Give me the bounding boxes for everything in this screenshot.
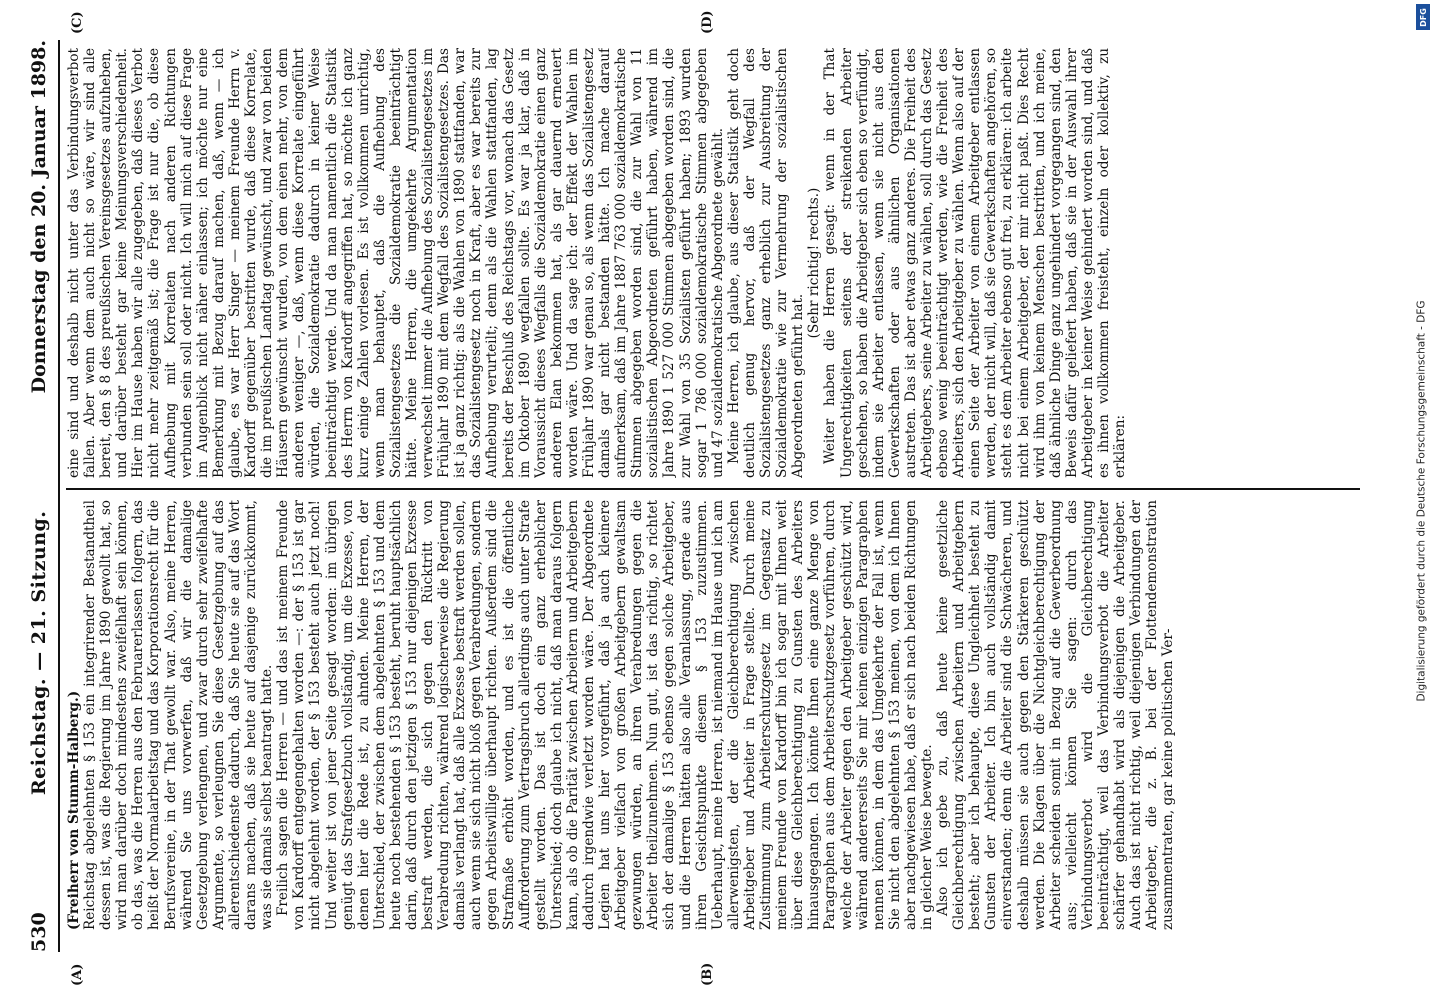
margin-marker-c: (C) (70, 11, 85, 34)
column-divider (66, 488, 1360, 490)
header-rule (58, 40, 60, 952)
margin-marker-b: (B) (700, 962, 715, 986)
paragraph: Freilich sagen die Herren — und das ist meinem Freunde von Kardorff entgegengehalten worden —: der § 153 ist gar nicht abgelehnt worden, der § 153 besteht auch jetzt noch! Und weiter ist von jener Seite gesagt worden: im übrigen genügt das Strafgesetzbuch vollständig, um die Exzesse, von denen hier die Rede ist, zu ahnden. Meine Herren, der Unterschied, der zwischen dem abgelehnten § 153 und dem heute noch bestehenden § 153 besteht, beruht hauptsächlich darin, daß durch den jetzigen § 153 nur diejenigen Exzesse bestraft werden, die sich gegen den Rücktritt von Verabredung richten, während logischerweise die Regierung damals verlangt hat, daß alle Exzesse bestraft werden sollen, auch wenn sie sich nicht bloß gegen Verabredungen, sondern gegen Arbeitswillige überhaupt richten. Außerdem sind die Strafmaße erhöht worden, und es ist die öffentliche Aufforderung zum Vertragsbruch allerdings auch unter Strafe gestellt worden. Das ist doch ein ganz erheblicher Unterschied; doch glaube ich nicht, daß man daraus folgern kann, als ob die Parität zwischen Arbeitern und Arbeitgebern dadurch irgendwie verletzt worden wäre. Der Abgeordnete Legien hat uns hier vorgeführt, daß ja auch kleinere Arbeitgeber vielfach von großen Arbeitgebern gewaltsam gezwungen würden, an ihren Verabredungen gegen die Arbeiter theilzunehmen. Nun gut, ist das richtig, so richtet sich der damalige § 153 ebenso gegen solche Arbeitgeber, und die Herren hätten also alle Veranlassung, gerade aus ihren Gesichtspunkte diesem § 153 zuzustimmen. Ueberhaupt, meine Herren, ist niemand im Hause und ich am allerwenigsten, der die Gleichberechtigung zwischen Arbeitgeber und Arbeiter in Frage stellte. Durch meine Zustimmung zum Arbeiterschutzgesetz im Gegensatz zu meinem Freunde von Kardorff bin ich sogar mit Ihnen weit über diese Gleichberechtigung zu Gunsten des Arbeiters hinausgegangen. Ich könnte Ihnen eine ganze Menge von Paragraphen aus dem Arbeiterschutzgesetz vorführen, durch welche der Arbeiter gegen den Arbeitgeber geschützt wird, während andererseits Sie mir keinen einzigen Paragraphen nennen können, in dem das Umgekehrte der Fall ist, wenn Sie nicht den abgelehnten § 153 meinen, von dem ich Ihnen aber nachgewiesen habe, daß er sich nach beiden Richtungen in gleicher Weise bewegte. (275, 500, 935, 930)
digitization-credit (1414, 6, 1430, 996)
paragraph: Also ich gebe zu, daß heute keine gesetzliche Gleichberechtigung zwischen Arbeitern und Arbeitgebern besteht; aber ich behaupte, diese Ungleichheit besteht zu Gunsten der Arbeiter. Ich bin auch vollständig damit einverstanden; denn die Arbeiter sind die Schwächeren, und deshalb müssen sie auch gegen den Stärkeren geschützt werden. Die Klagen über die Nichtgleichberechtigung der Arbeiter scheiden somit in Bezug auf die Gewerbeordnung aus; vielleicht können Sie sagen: durch das Verbindungsverbot wird die Gleichberechtigung beeinträchtigt, weil das Verbindungsverbot die Arbeiter schärfer gehandhabt wird als diejenigen die Arbeitgeber. Auch das ist nicht richtig, weil diejenigen Verbindungen der Arbeitgeber, die z. B. bei der Flottendemonstration zusammentraten, gar keine politischen Ver- (935, 500, 1177, 930)
paragraph: Meine Herren, ich glaube, aus dieser Statistik geht doch deutlich genug hervor, daß der Wegfall des Sozialistengesetzes ganz erheblich zur Ausbreitung der Sozialdemokratie wie zur Vermehrung der sozialistischen Abgeordneten geführt hat. (725, 48, 807, 478)
margin-marker-a: (A) (70, 963, 85, 986)
margin-marker-d: (D) (700, 10, 715, 34)
left-text-column (66, 500, 1360, 930)
right-text-column (66, 48, 1360, 478)
interjection: (Sehr richtig! rechts.) (806, 187, 823, 339)
session-date: Donnerstag den 20. Januar 1898. (28, 40, 50, 394)
paragraph: eine sind und deshalb nicht unter das Verbindungsverbot fallen. Aber wenn dem auch nicht so wäre, wir sind alle bereit, den § 8 des preußischen Vereinsgesetzes aufzuheben, und darüber besteht gar keine Meinungsverschiedenheit. Hier im Hause haben wir alle zugegeben, daß dieses Verbot nicht mehr zeitgemäß ist; die Frage ist nur die, ob diese Aufhebung mit Korrelaten nach anderen Richtungen verbunden sein soll oder nicht. Ich will mich auf diese Frage im Augenblick nicht näher einlassen; ich möchte nur eine Bemerkung mit Bezug darauf machen, daß, wenn — ich glaube, es war Herr Singer — meinem Freunde Herrn v. Kardorff gegenüber bestritten wurde, daß diese Korrelate, die im preußischen Landtag gewünscht, und zwar von beiden Häusern gewünscht wurden, von dem einen mehr, von dem anderen weniger —, daß, wenn diese Korrelate eingeführt würden, die Sozialdemokratie dadurch in keiner Weise beeinträchtigt werde. Und da man namentlich die Statistik des Herrn von Kardorff angegriffen hat, so möchte ich ganz kurz einige Zahlen vorlesen. Es ist vollkommen unrichtig, wenn man behauptet, daß die Aufhebung des Sozialistengesetzes die Sozialdemokratie beeinträchtigt hätte. Meine Herren, die umgekehrte Argumentation verwechselt immer die Aufhebung des Sozialistengesetzes im Frühjahr 1890 mit dem Wegfall des Sozialistengesetzes. Das ist ja ganz richtig: als die Wahlen von 1890 stattfanden, war das Sozialistengesetz noch in Kraft, aber es war bereits zur Aufhebung verurteilt; denn als die Wahlen stattfanden, lag bereits der Beschluß des Reichstags vor, wonach das Gesetz im Oktober 1890 wegfallen sollte. Es war ja klar, daß in Voraussicht dieses Wegfalls die Sozialdemokratie einen ganz anderen Elan bekommen hat, als gar dauernd erneuert worden wäre. Und da sage ich: der Effekt der Wahlen im Frühjahr 1890 war genau so, als wenn das Sozialistengesetz damals gar nicht bestanden hätte. Ich mache darauf aufmerksam, daß im Jahre 1887 763 000 sozialdemokratische Stimmen abgegeben worden sind, die zur Wahl von 11 sozialistischen Abgeordneten geführt haben, während im Jahre 1890 1 527 000 Stimmen abgegeben worden sind, die zur Wahl von 35 Sozialisten geführt haben; 1893 wurden sogar 1 786 000 sozialdemokratische Stimmen abgegeben und 47 sozialdemokratische Abgeordnete gewählt. (66, 48, 726, 478)
session-title: Reichstag. — 21. Sitzung. (28, 510, 50, 796)
page-number: 530 (28, 912, 50, 952)
speaker-name: (Freiherr von Stumm-Halberg.) (66, 690, 82, 930)
dfg-logo: DFG (1416, 4, 1430, 30)
page-header (22, 40, 56, 952)
credit-text: Digitalisierung gefördert durch die Deutsche Forschungsgemeinschaft - DFG (1416, 300, 1429, 702)
paragraph: Weiter haben die Herren gesagt: wenn in der That Ungerechtigkeiten seitens der streikenden Arbeiter geschehen, so haben die Arbeitgeber sich eben so verfündigt, indem sie Arbeiter entlassen, wenn sie nicht aus den Gewerkschaften oder aus ähnlichen Organisationen austreten. Das ist aber etwas ganz anderes. Die Freiheit des Arbeitgebers, seine Arbeiter zu wählen, soll durch das Gesetz ebenso wenig beeinträchtigt werden, wie die Freiheit des Arbeiters, sich den Arbeitgeber zu wählen. Wenn also auf der einen Seite der Arbeiter von einem Arbeitgeber entlassen werden, der nicht will, daß sie Gewerkschaften angehören, so steht es dem Arbeiter ebenso gut frei, zu erklären: ich arbeite nicht bei einem Arbeitgeber, der mir nicht paßt. Dies Recht wird ihm von keinem Menschen bestritten, und ich meine, daß ähnliche Dinge ganz ungehindert vorgegangen sind, den Beweis dafür geliefert haben, daß sie in der Auswahl ihrer Arbeitgeber in keiner Weise gehindert worden sind, und daß es ihnen vollkommen freisteht, einzeln oder kollektiv, zu erklären: (822, 48, 1129, 478)
paragraph: Reichstag abgelehnten § 153 ein integrirender Bestandtheil dessen ist, was die Regierung im Jahre 1890 gewollt hat, so wird man darüber doch mindestens zweifelhaft sein können, ob das, was die Herren aus den Februarerlassen folgern, das heißt der Normalarbeitstag und das Korporationsrecht für die Berufsvereine, in der That gewollt war. Also, meine Herren, während Sie uns vorwerfen, daß wir die damalige Gesetzgebung verlengnen, und zwar durch sehr zweifelhafte Argumente, so verleugnen Sie diese Gesetzgebung auf das allerentschiedenste dadurch, daß Sie heute sie auf das Wort darans machen, daß sie heute auf dasjenige zurückkommt, was sie damals selbst beantragt hatte. (82, 500, 276, 930)
